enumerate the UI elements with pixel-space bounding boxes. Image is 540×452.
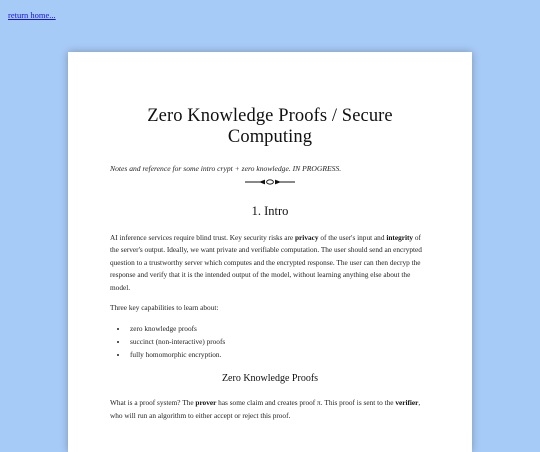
page-subtitle: Notes and reference for some intro crypt + zero knowledge. IN PROGRESS.: [110, 164, 342, 173]
zkp-paragraph: What is a proof system? The prover has some claim and creates proof π. This proof is sent to the verifier, who will run an algorithm to either accept or reject this proof.: [110, 398, 421, 420]
privacy-emphasis: privacy: [295, 233, 319, 242]
list-item: • fully homomorphic encryption.: [128, 349, 430, 362]
capabilities-list: [110, 323, 430, 361]
prover-emphasis: prover: [195, 398, 217, 408]
list-item: • zero knowledge proofs: [128, 323, 430, 336]
capabilities-intro: Three key capabilities to learn about:: [110, 303, 219, 313]
verifier-emphasis: verifier: [395, 398, 419, 408]
intro-heading: 1. Intro: [251, 204, 289, 218]
zkp-heading: Zero Knowledge Proofs: [221, 373, 319, 385]
ornament-divider-icon: [245, 178, 295, 186]
page-title: Zero Knowledge Proofs / Secure Computing: [147, 106, 393, 147]
article-card: [68, 52, 472, 452]
list-item: • succinct (non-interactive) proofs: [128, 336, 430, 349]
return-home-link[interactable]: return home...: [8, 10, 56, 20]
intro-paragraph: AI inference services require blind trust. Key security risks are privacy of the user's input and integrity of the server's output. Ideally, we want private and verifiable computation. The user should send an encrypted question to a trustworthy server which computes and the encrypted response. The user can then decryp the response and verify that it is the intended output of the model, without learning anything else about the model.: [110, 233, 422, 292]
article-content: [110, 52, 430, 422]
integrity-emphasis: integrity: [386, 233, 414, 242]
